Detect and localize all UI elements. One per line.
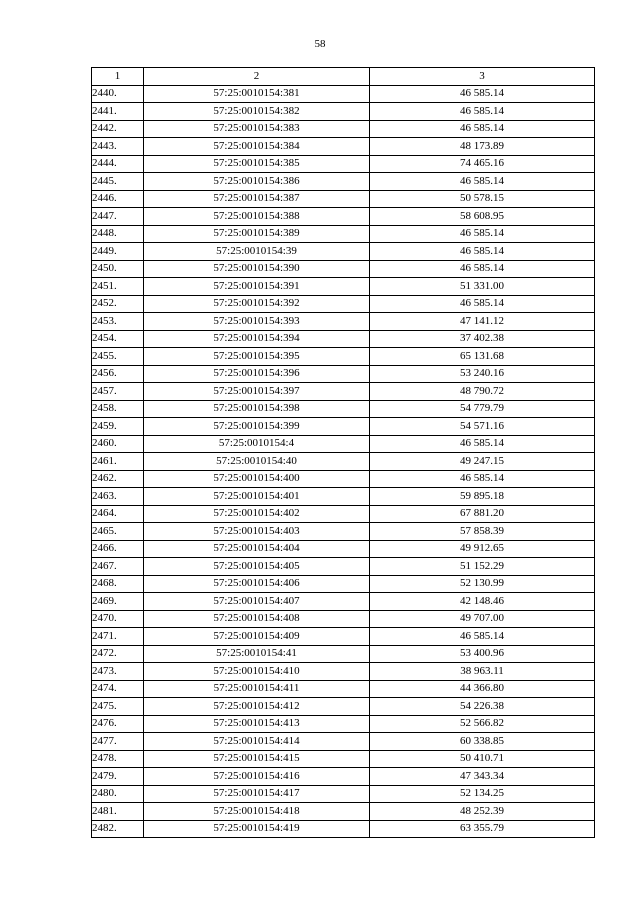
cadastral-number-cell: 57:25:0010154:400: [144, 470, 370, 488]
row-index-cell: 2451.: [92, 278, 144, 296]
column-header-value: 3: [370, 68, 595, 86]
cadastral-number-cell: 57:25:0010154:401: [144, 488, 370, 506]
table-row: [92, 575, 595, 593]
row-index-cell: 2467.: [92, 558, 144, 576]
cadastral-number-cell: 57:25:0010154:392: [144, 295, 370, 313]
table-row: [92, 610, 595, 628]
value-cell: 53 240.16: [370, 365, 595, 383]
table-row: [92, 243, 595, 261]
value-cell: 51 152.29: [370, 558, 595, 576]
value-cell: 46 585.14: [370, 628, 595, 646]
value-cell: 46 585.14: [370, 225, 595, 243]
row-index-cell: 2472.: [92, 645, 144, 663]
value-cell: 46 585.14: [370, 243, 595, 261]
cadastral-number-cell: 57:25:0010154:393: [144, 313, 370, 331]
cadastral-number-cell: 57:25:0010154:406: [144, 575, 370, 593]
value-cell: 46 585.14: [370, 435, 595, 453]
table-row: [92, 558, 595, 576]
row-index-cell: 2464.: [92, 505, 144, 523]
table-row: [92, 120, 595, 138]
cadastral-number-cell: 57:25:0010154:399: [144, 418, 370, 436]
value-cell: 52 134.25: [370, 785, 595, 803]
cadastral-number-cell: 57:25:0010154:381: [144, 85, 370, 103]
value-cell: 65 131.68: [370, 348, 595, 366]
row-index-cell: 2471.: [92, 628, 144, 646]
value-cell: 63 355.79: [370, 820, 595, 838]
value-cell: 54 779.79: [370, 400, 595, 418]
row-index-cell: 2463.: [92, 488, 144, 506]
row-index-cell: 2468.: [92, 575, 144, 593]
value-cell: 49 912.65: [370, 540, 595, 558]
cadastral-number-cell: 57:25:0010154:408: [144, 610, 370, 628]
cadastral-number-cell: 57:25:0010154:419: [144, 820, 370, 838]
cadastral-number-cell: 57:25:0010154:386: [144, 173, 370, 191]
table-row: [92, 768, 595, 786]
row-index-cell: 2470.: [92, 610, 144, 628]
value-cell: 46 585.14: [370, 85, 595, 103]
table-row: [92, 190, 595, 208]
row-index-cell: 2465.: [92, 523, 144, 541]
row-index-cell: 2456.: [92, 365, 144, 383]
value-cell: 52 566.82: [370, 715, 595, 733]
cadastral-number-cell: 57:25:0010154:407: [144, 593, 370, 611]
value-cell: 44 366.80: [370, 680, 595, 698]
cadastral-number-cell: 57:25:0010154:402: [144, 505, 370, 523]
cadastral-number-cell: 57:25:0010154:415: [144, 750, 370, 768]
table-row: [92, 225, 595, 243]
cadastral-number-cell: 57:25:0010154:396: [144, 365, 370, 383]
table-row: [92, 540, 595, 558]
cadastral-number-cell: 57:25:0010154:416: [144, 768, 370, 786]
value-cell: 60 338.85: [370, 733, 595, 751]
value-cell: 42 148.46: [370, 593, 595, 611]
table-row: [92, 453, 595, 471]
value-cell: 52 130.99: [370, 575, 595, 593]
table-row: [92, 85, 595, 103]
cadastral-number-cell: 57:25:0010154:394: [144, 330, 370, 348]
value-cell: 37 402.38: [370, 330, 595, 348]
row-index-cell: 2441.: [92, 103, 144, 121]
row-index-cell: 2440.: [92, 85, 144, 103]
table-row: [92, 470, 595, 488]
value-cell: 67 881.20: [370, 505, 595, 523]
cadastral-number-cell: 57:25:0010154:395: [144, 348, 370, 366]
value-cell: 53 400.96: [370, 645, 595, 663]
row-index-cell: 2481.: [92, 803, 144, 821]
cadastral-number-cell: 57:25:0010154:390: [144, 260, 370, 278]
table-row: [92, 698, 595, 716]
table-row: [92, 733, 595, 751]
table-row: [92, 173, 595, 191]
value-cell: 46 585.14: [370, 173, 595, 191]
table-header-row: [92, 68, 595, 86]
cadastral-number-cell: 57:25:0010154:382: [144, 103, 370, 121]
table-row: [92, 138, 595, 156]
cadastral-number-cell: 57:25:0010154:409: [144, 628, 370, 646]
row-index-cell: 2450.: [92, 260, 144, 278]
cadastral-number-cell: 57:25:0010154:417: [144, 785, 370, 803]
row-index-cell: 2448.: [92, 225, 144, 243]
value-cell: 58 608.95: [370, 208, 595, 226]
table-row: [92, 715, 595, 733]
row-index-cell: 2474.: [92, 680, 144, 698]
value-cell: 50 578.15: [370, 190, 595, 208]
value-cell: 46 585.14: [370, 120, 595, 138]
row-index-cell: 2454.: [92, 330, 144, 348]
cadastral-number-cell: 57:25:0010154:391: [144, 278, 370, 296]
value-cell: 59 895.18: [370, 488, 595, 506]
table-row: [92, 103, 595, 121]
cadastral-number-cell: 57:25:0010154:389: [144, 225, 370, 243]
table-row: [92, 365, 595, 383]
row-index-cell: 2461.: [92, 453, 144, 471]
table-row: [92, 208, 595, 226]
cadastral-number-cell: 57:25:0010154:387: [144, 190, 370, 208]
row-index-cell: 2452.: [92, 295, 144, 313]
row-index-cell: 2445.: [92, 173, 144, 191]
table-row: [92, 330, 595, 348]
row-index-cell: 2462.: [92, 470, 144, 488]
value-cell: 46 585.14: [370, 295, 595, 313]
cadastral-number-cell: 57:25:0010154:398: [144, 400, 370, 418]
table-row: [92, 435, 595, 453]
table-row: [92, 505, 595, 523]
table-row: [92, 750, 595, 768]
row-index-cell: 2457.: [92, 383, 144, 401]
row-index-cell: 2479.: [92, 768, 144, 786]
row-index-cell: 2444.: [92, 155, 144, 173]
row-index-cell: 2478.: [92, 750, 144, 768]
table-row: [92, 645, 595, 663]
cadastral-number-cell: 57:25:0010154:397: [144, 383, 370, 401]
value-cell: 57 858.39: [370, 523, 595, 541]
value-cell: 47 141.12: [370, 313, 595, 331]
value-cell: 49 247.15: [370, 453, 595, 471]
value-cell: 48 790.72: [370, 383, 595, 401]
row-index-cell: 2476.: [92, 715, 144, 733]
row-index-cell: 2475.: [92, 698, 144, 716]
cadastral-number-cell: 57:25:0010154:411: [144, 680, 370, 698]
row-index-cell: 2453.: [92, 313, 144, 331]
row-index-cell: 2443.: [92, 138, 144, 156]
cadastral-number-cell: 57:25:0010154:383: [144, 120, 370, 138]
table-row: [92, 313, 595, 331]
cadastral-number-cell: 57:25:0010154:413: [144, 715, 370, 733]
cadastral-number-cell: 57:25:0010154:410: [144, 663, 370, 681]
row-index-cell: 2469.: [92, 593, 144, 611]
table-row: [92, 278, 595, 296]
table-row: [92, 523, 595, 541]
row-index-cell: 2473.: [92, 663, 144, 681]
table-row: [92, 155, 595, 173]
cadastral-number-cell: 57:25:0010154:412: [144, 698, 370, 716]
cadastral-number-cell: 57:25:0010154:414: [144, 733, 370, 751]
row-index-cell: 2466.: [92, 540, 144, 558]
column-header-index: 1: [92, 68, 144, 86]
value-cell: 46 585.14: [370, 470, 595, 488]
cadastral-number-cell: 57:25:0010154:403: [144, 523, 370, 541]
table-row: [92, 593, 595, 611]
cadastral-number-cell: 57:25:0010154:388: [144, 208, 370, 226]
row-index-cell: 2446.: [92, 190, 144, 208]
row-index-cell: 2455.: [92, 348, 144, 366]
value-cell: 49 707.00: [370, 610, 595, 628]
cadastral-number-cell: 57:25:0010154:405: [144, 558, 370, 576]
table-row: [92, 348, 595, 366]
value-cell: 38 963.11: [370, 663, 595, 681]
row-index-cell: 2460.: [92, 435, 144, 453]
value-cell: 46 585.14: [370, 103, 595, 121]
table-row: [92, 383, 595, 401]
cadastral-number-cell: 57:25:0010154:385: [144, 155, 370, 173]
value-cell: 54 226.38: [370, 698, 595, 716]
table-row: [92, 260, 595, 278]
cadastral-number-cell: 57:25:0010154:404: [144, 540, 370, 558]
value-cell: 74 465.16: [370, 155, 595, 173]
row-index-cell: 2449.: [92, 243, 144, 261]
value-cell: 50 410.71: [370, 750, 595, 768]
value-cell: 48 173.89: [370, 138, 595, 156]
column-header-cadastral-number: 2: [144, 68, 370, 86]
table-row: [92, 803, 595, 821]
cadastral-number-cell: 57:25:0010154:418: [144, 803, 370, 821]
row-index-cell: 2442.: [92, 120, 144, 138]
value-cell: 47 343.34: [370, 768, 595, 786]
table-row: [92, 488, 595, 506]
value-cell: 46 585.14: [370, 260, 595, 278]
table-row: [92, 400, 595, 418]
row-index-cell: 2458.: [92, 400, 144, 418]
row-index-cell: 2477.: [92, 733, 144, 751]
table-row: [92, 295, 595, 313]
value-cell: 54 571.16: [370, 418, 595, 436]
value-cell: 48 252.39: [370, 803, 595, 821]
row-index-cell: 2482.: [92, 820, 144, 838]
cadastral-number-cell: 57:25:0010154:39: [144, 243, 370, 261]
table-row: [92, 663, 595, 681]
cadastral-value-table: [91, 67, 595, 838]
table-row: [92, 785, 595, 803]
row-index-cell: 2447.: [92, 208, 144, 226]
cadastral-number-cell: 57:25:0010154:384: [144, 138, 370, 156]
table-row: [92, 418, 595, 436]
cadastral-number-cell: 57:25:0010154:4: [144, 435, 370, 453]
page-number: 58: [314, 38, 326, 50]
table-row: [92, 680, 595, 698]
row-index-cell: 2459.: [92, 418, 144, 436]
table-row: [92, 820, 595, 838]
table-body: [92, 85, 595, 838]
table-row: [92, 628, 595, 646]
cadastral-number-cell: 57:25:0010154:41: [144, 645, 370, 663]
row-index-cell: 2480.: [92, 785, 144, 803]
value-cell: 51 331.00: [370, 278, 595, 296]
cadastral-number-cell: 57:25:0010154:40: [144, 453, 370, 471]
